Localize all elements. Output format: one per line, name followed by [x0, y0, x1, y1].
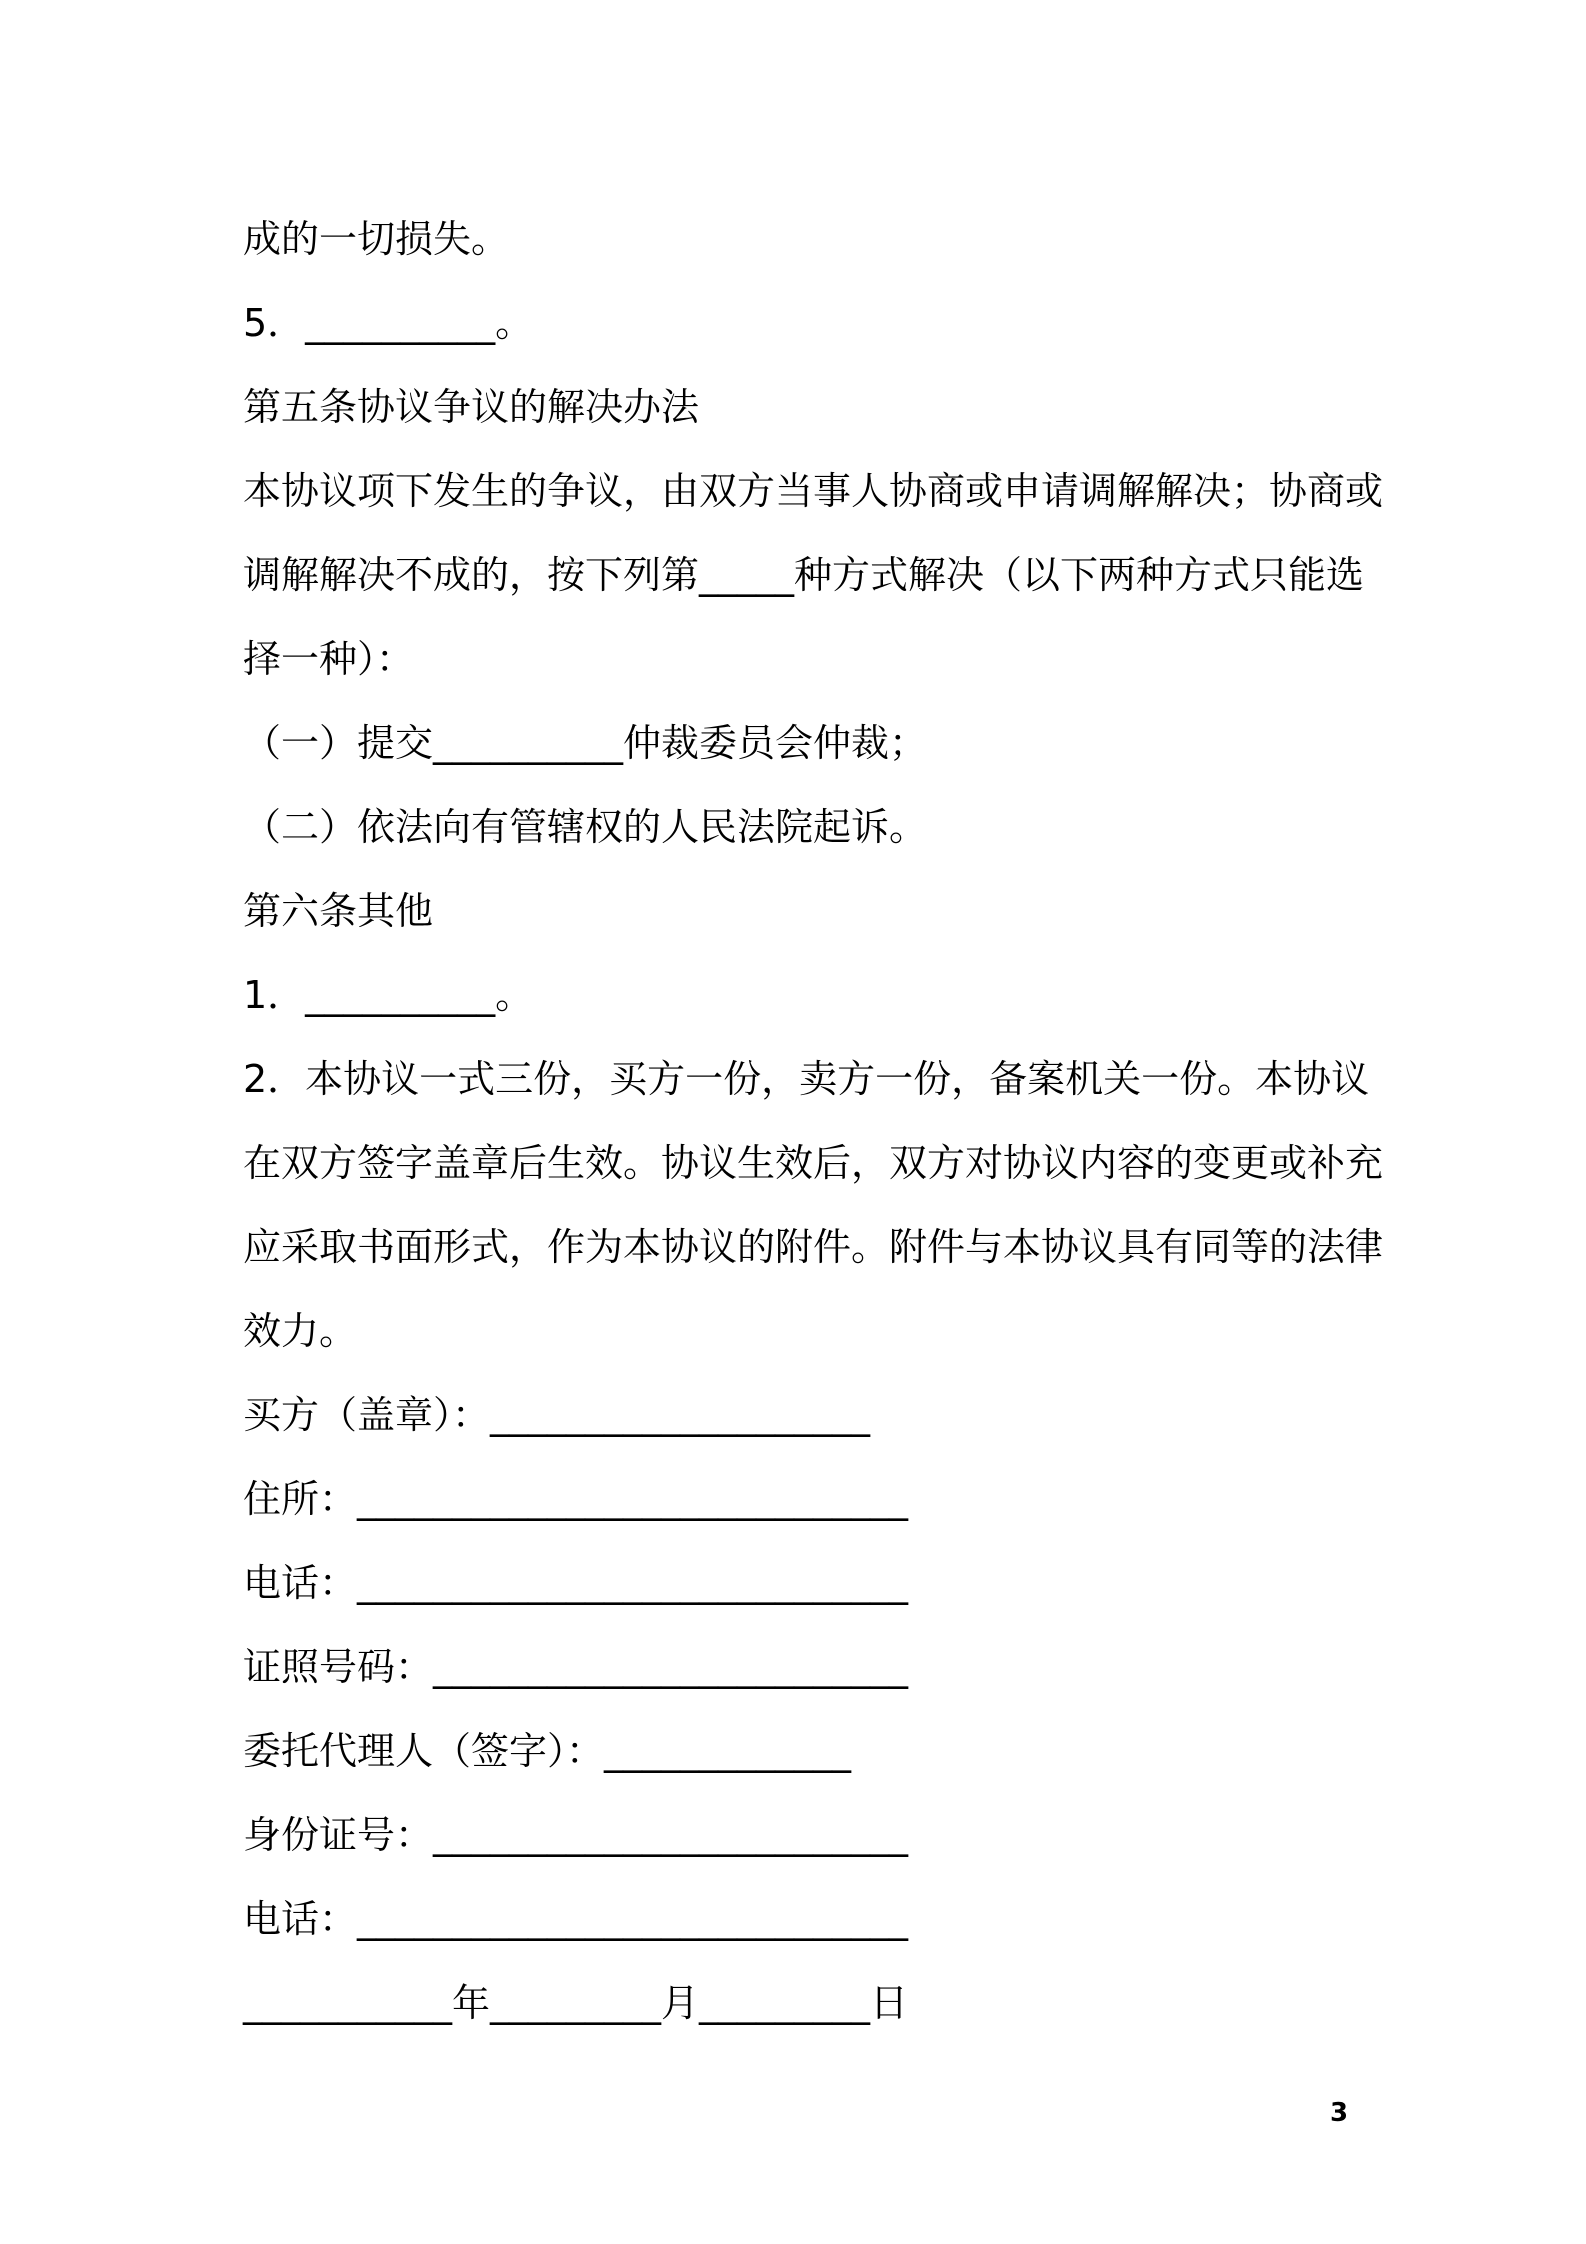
- section-heading: 第五条协议争议的解决办法: [243, 385, 700, 429]
- signature-field-license: 证照号码：_________________________: [243, 1645, 909, 1689]
- text-line: 调解解决不成的，按下列第_____种方式解决（以下两种方式只能选: [243, 553, 1365, 597]
- section-heading: 第六条其他: [243, 889, 434, 933]
- text-line: 2．本协议一式三份，买方一份，卖方一份，备案机关一份。本协议: [243, 1057, 1370, 1101]
- signature-field-address: 住所：_____________________________: [243, 1477, 909, 1521]
- signature-field-id: 身份证号：_________________________: [243, 1813, 909, 1857]
- text-line: 1．__________。: [243, 973, 534, 1017]
- text-line: （一）提交__________仲裁委员会仲裁；: [243, 721, 928, 765]
- text-line: 本协议项下发生的争议，由双方当事人协商或申请调解解决；协商或: [243, 469, 1384, 513]
- signature-field-date: ___________年_________月_________日: [243, 1981, 909, 2025]
- text-line: 应采取书面形式，作为本协议的附件。附件与本协议具有同等的法律: [243, 1225, 1384, 1269]
- page-number: 3: [1330, 2098, 1349, 2128]
- signature-field-phone: 电话：_____________________________: [243, 1897, 909, 1941]
- document-body: [243, 197, 1384, 2045]
- text-line: 在双方签字盖章后生效。协议生效后，双方对协议内容的变更或补充: [243, 1141, 1384, 1185]
- signature-field-buyer: 买方（盖章）：____________________: [243, 1393, 871, 1437]
- signature-field-agent: 委托代理人（签字）：_____________: [243, 1729, 852, 1773]
- text-line: （二）依法向有管辖权的人民法院起诉。: [243, 805, 928, 849]
- text-line: 效力。: [243, 1309, 358, 1353]
- text-line: 成的一切损失。: [243, 217, 510, 261]
- text-line: 5．__________。: [243, 301, 534, 345]
- signature-field-phone: 电话：_____________________________: [243, 1561, 909, 1605]
- text-line: 择一种）：: [243, 637, 415, 681]
